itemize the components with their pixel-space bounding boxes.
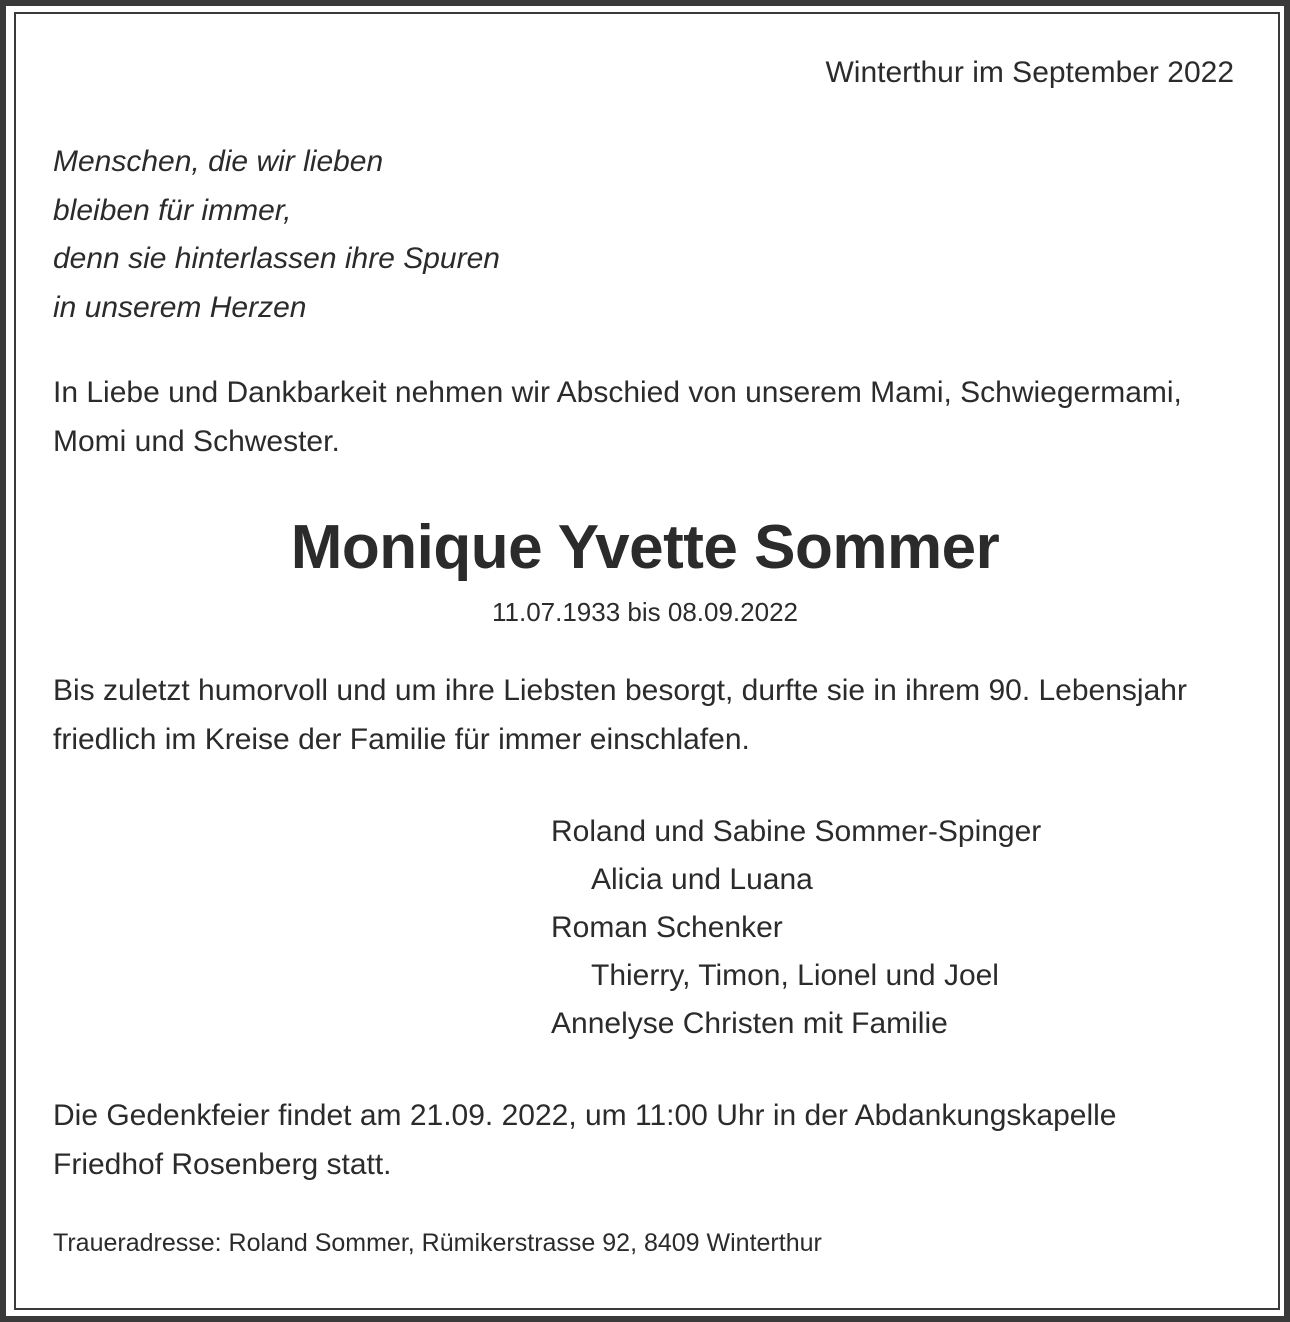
poem-line: denn sie hinterlassen ihre Spuren xyxy=(53,242,500,275)
life-line: Bis zuletzt humorvoll und um ihre Liebsten besorgt, durfte sie in ihrem 90. Lebensjahr xyxy=(53,674,1187,707)
ceremony-line: Die Gedenkfeier findet am 21.09. 2022, um 11:00 Uhr in der Abdankungskapelle xyxy=(53,1099,1117,1132)
deceased-name: Monique Yvette Sommer xyxy=(290,513,1000,582)
life-dates: 11.07.1933 bis 08.09.2022 xyxy=(491,597,798,627)
poem-line: Menschen, die wir lieben xyxy=(53,145,384,178)
family-member: Roland und Sabine Sommer-Spinger xyxy=(551,815,1042,848)
family-member: Annelyse Christen mit Familie xyxy=(551,1007,948,1040)
mourning-address: Traueradresse: Roland Sommer, Rümikerstrasse 92, 8409 Winterthur xyxy=(53,1229,822,1257)
ceremony-paragraph xyxy=(53,1092,1116,1189)
ceremony-line: Friedhof Rosenberg statt. xyxy=(53,1147,392,1181)
poem-line: bleiben für immer, xyxy=(53,193,292,227)
poem-line: in unserem Herzen xyxy=(53,290,307,324)
intro-paragraph xyxy=(53,369,1182,466)
family-member: Alicia und Luana xyxy=(591,863,813,896)
life-paragraph xyxy=(53,667,1187,764)
poem xyxy=(53,138,500,332)
intro-line: Momi und Schwester. xyxy=(53,424,340,458)
family-member: Thierry, Timon, Lionel und Joel xyxy=(591,959,999,992)
family-list xyxy=(551,808,1041,1048)
place-date: Winterthur im September 2022 xyxy=(825,56,1234,89)
life-line: friedlich im Kreise der Familie für immer einschlafen. xyxy=(53,722,750,756)
family-member: Roman Schenker xyxy=(551,911,783,944)
intro-line: In Liebe und Dankbarkeit nehmen wir Abschied von unserem Mami, Schwiegermami, xyxy=(53,376,1182,409)
